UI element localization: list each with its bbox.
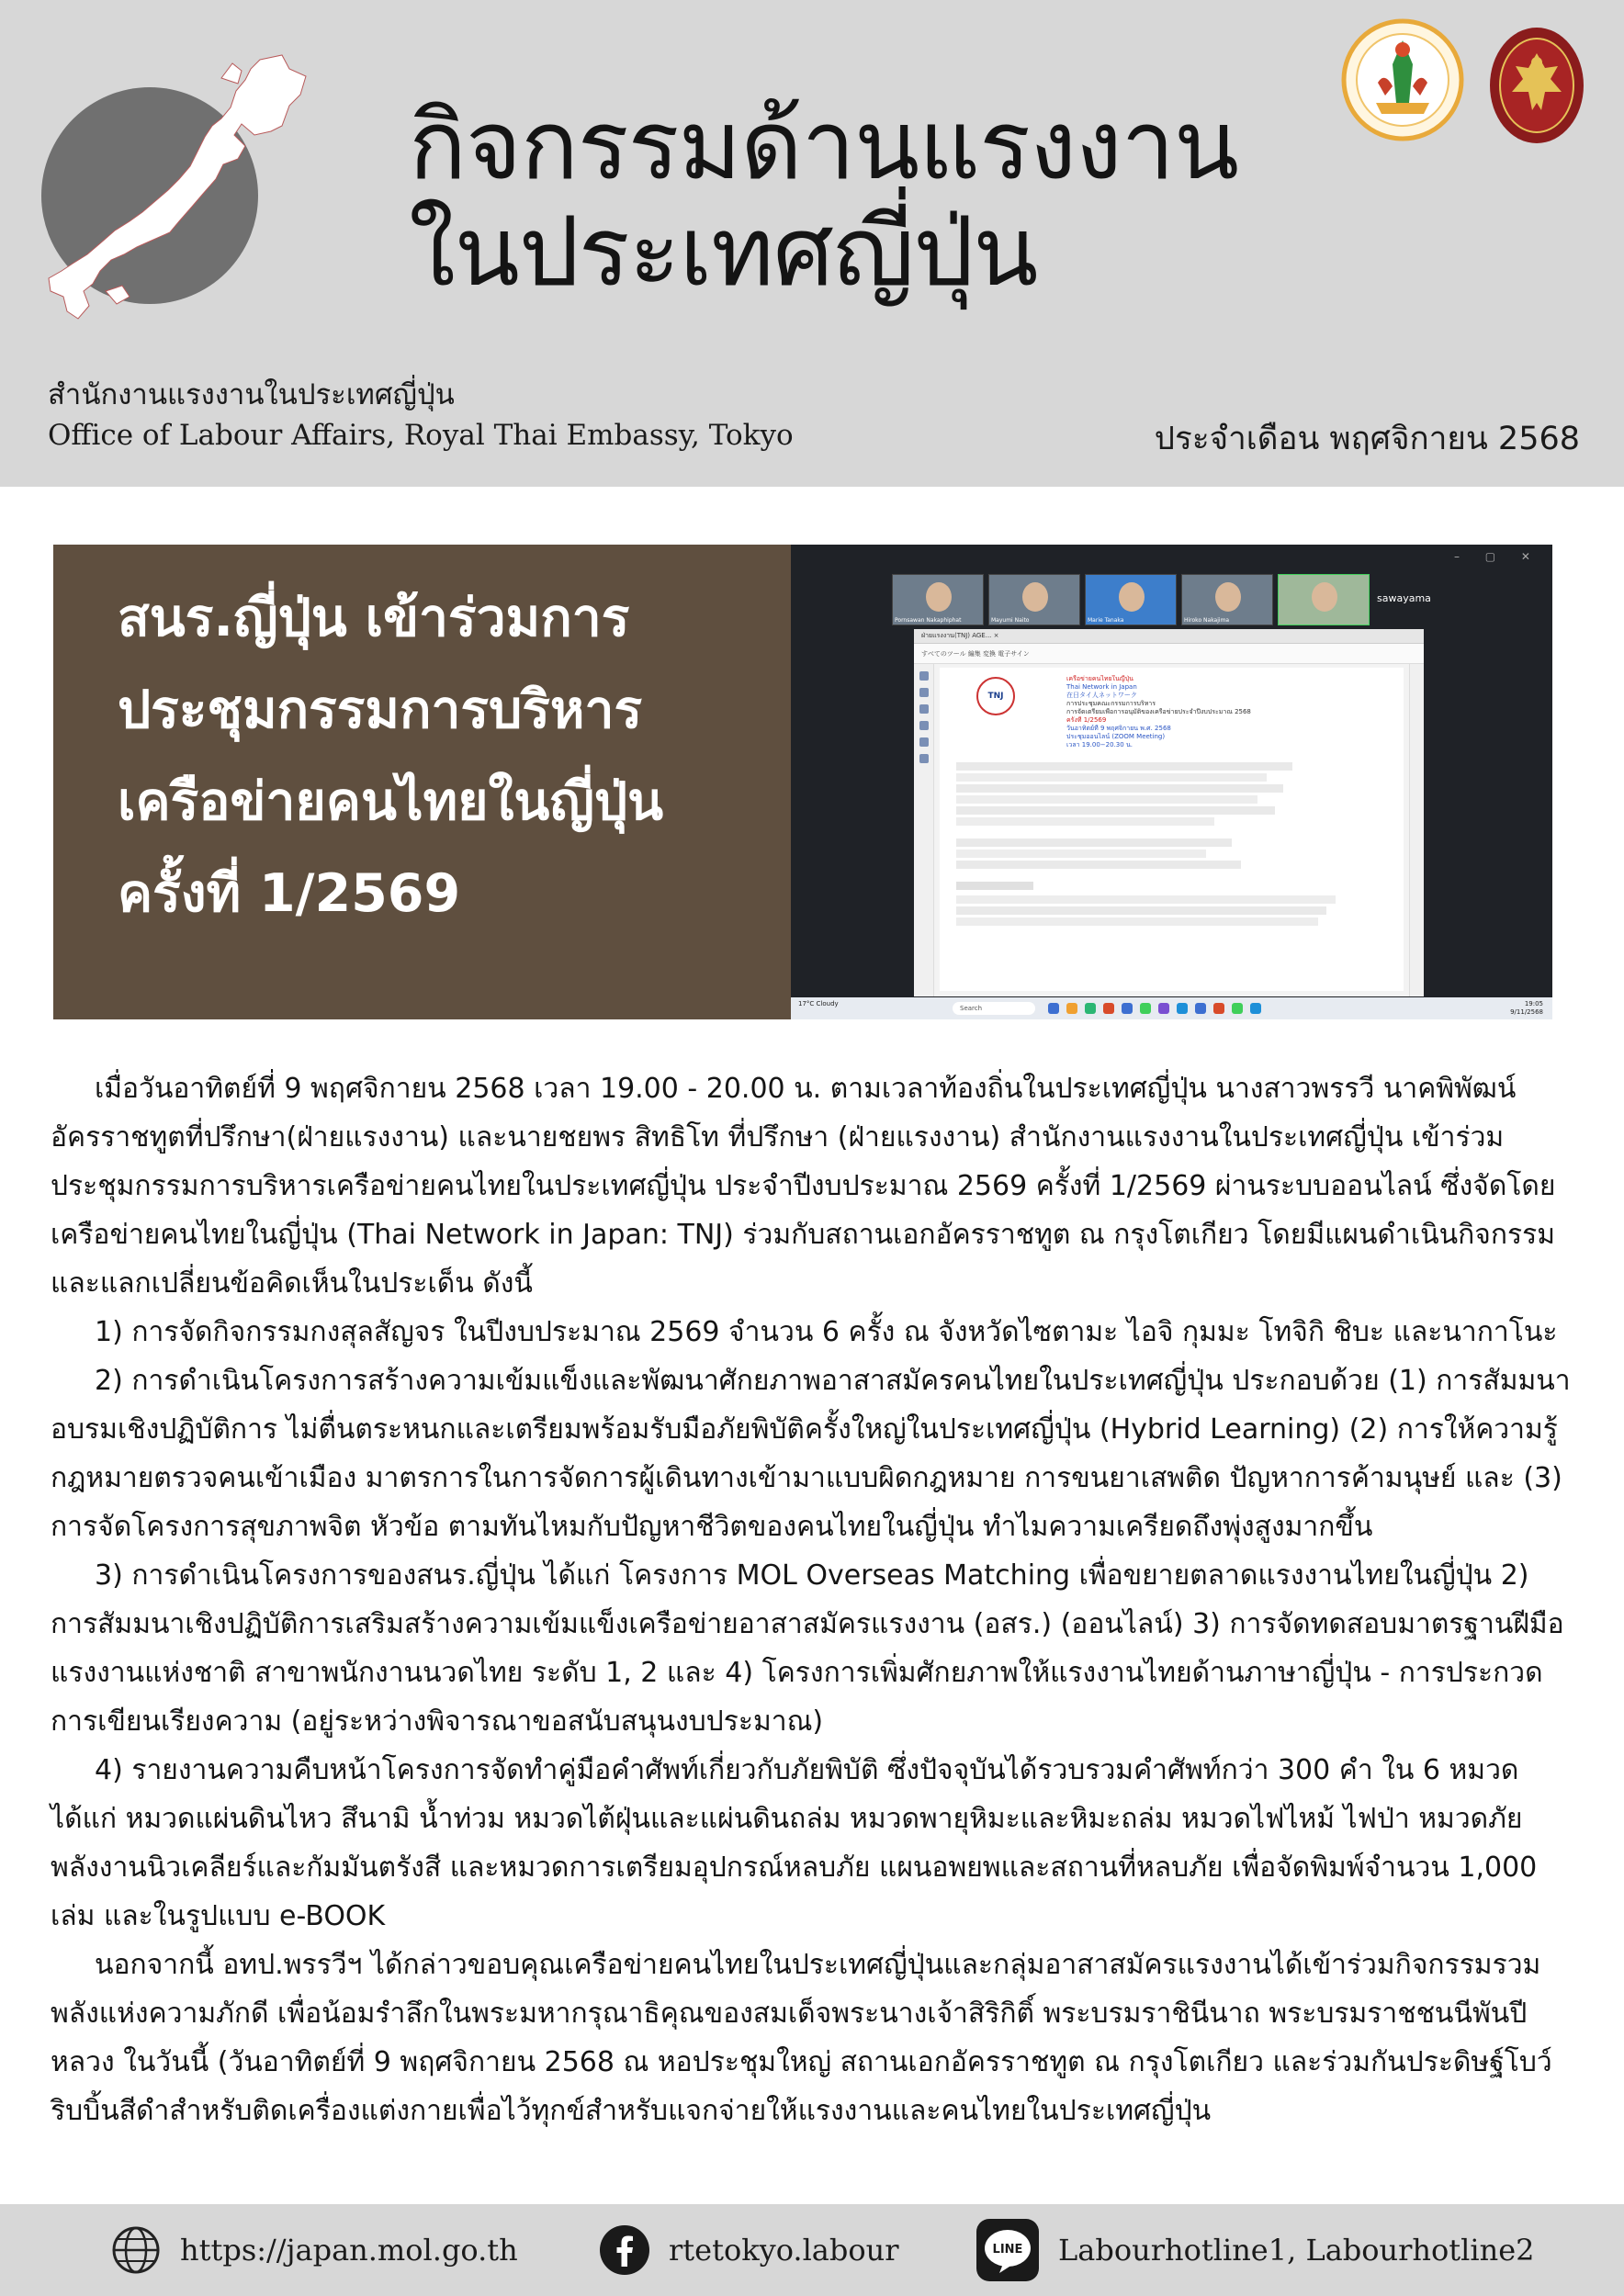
taskbar-search[interactable]: Search (953, 1002, 1035, 1015)
window-controls: – ▢ ✕ (1453, 550, 1541, 563)
tnj-logo: TNJ (976, 677, 1015, 715)
article-paragraph: นอกจากนี้ อทป.พรรวีฯ ได้กล่าวขอบคุณเครือข่ายคนไทยในประเทศญี่ปุ่นและกลุ่มอาสาสมัครแรงงานได้เข้าร่วมกิจกรรมรวมพลังแห่งความภักดี เพื่อน้อมรำลึกในพระมหากรุณาธิคุณของสมเด็จพระนางเจ้าสิริกิติ์ พระบรมราชินีนาถ พระบรมราชชนนีพันปีหลวง ในวันนี้ (วันอาทิตย์ที่ 9 พฤศจิกายน 2568 ณ หอประชุมใหญ่ สถานเอกอัครราชทูต ณ กรุงโตเกียว และร่วมกันประดิษฐ์โบว์ริบบิ้นสีดำสำหรับติดเครื่องแต่งกายเพื่อไว้ทุกข์สำหรับแจกจ่ายให้แรงงานและคนไทยในประเทศญี่ปุ่น (51, 1949, 1552, 2127)
line-ids[interactable]: Labourhotline1, Labourhotline2 (1058, 2233, 1535, 2268)
footer-line[interactable] (976, 2204, 1535, 2296)
page-title (409, 89, 1239, 308)
participant-name: sawayama (1377, 592, 1431, 604)
pdf-toolbar[interactable]: すべてのツール 編集 変換 電子サイン (914, 644, 1424, 664)
issue-month: ประจำเดือน พฤศจิกายน 2568 (1154, 421, 1580, 457)
participant-tile: Hiroko Nakajima (1181, 574, 1273, 625)
header (0, 0, 1624, 487)
line-app-icon (976, 2218, 1040, 2282)
line-icon-text: LINE (992, 2243, 1023, 2257)
feature-headline (118, 572, 761, 940)
article-paragraph: 2) การดำเนินโครงการสร้างความเข้มแข็งและพัฒนาศักยภาพอาสาสมัครคนไทยในประเทศญี่ปุ่น ประกอบด้วย (1) การสัมมนาอบรมเชิงปฏิบัติการ ไม่ตื่นตระหนกและเตรียมพร้อมรับมือภัยพิบัติครั้งใหญ่ในประเทศญี่ปุ่น (Hybrid Learning) (2) การให้ความรู้กฎหมายตรวจคนเข้าเมือง มาตรการในการจัดการผู้เดินทางเข้ามาแบบผิดกฎหมาย การขนยาเสพติด ปัญหาการค้ามนุษย์ และ (3) การจัดโครงการสุขภาพจิต หัวข้อ ตามทันไหมกับปัญหาชีวิตของคนไทยในญี่ปุ่น ทำไมความเครียดถึงพุ่งสูงมากขึ้น (51, 1365, 1571, 1543)
pdf-tool-sidebar (914, 664, 934, 996)
meeting-screenshot (791, 545, 1552, 1019)
article-paragraph: 4) รายงานความคืบหน้าโครงการจัดทำคู่มือคำศัพท์เกี่ยวกับภัยพิบัติ ซึ่งปัจจุบันได้รวบรวมคำศัพท์กว่า 300 คำ ใน 6 หมวด ได้แก่ หมวดแผ่นดินไหว สึนามิ น้ำท่วม หมวดไต้ฝุ่นและแผ่นดินถล่ม หมวดพายุหิมะและหิมะถล่ม หมวดไฟไหม้ ไฟป่า หมวดภัยพลังงานนิวเคลียร์และกัมมันตรังสี และหมวดการเตรียมอุปกรณ์หลบภัย แผนอพยพและสถานที่หลบภัย เพื่อจัดพิมพ์จำนวน 1,000 เล่ม และในรูปแบบ e-BOOK (51, 1754, 1538, 1932)
article-paragraph: เมื่อวันอาทิตย์ที่ 9 พฤศจิกายน 2568 เวลา 19.00 - 20.00 น. ตามเวลาท้องถิ่นในประเทศญี่ปุ่น นางสาวพรรวี นาคพิพัฒน์ อัครราชทูตที่ปรึกษา(ฝ่ายแรงงาน) และนายชยพร สิทธิโท ที่ปรึกษา (ฝ่ายแรงงาน) สำนักงานแรงงานในประเทศญี่ปุ่น เข้าร่วมประชุมกรรมการบริหารเครือข่ายคนไทยในประเทศญี่ปุ่น ประจำปีงบประมาณ 2569 ครั้งที่ 1/2569 ผ่านระบบออนไลน์ ซึ่งจัดโดยเครือข่ายคนไทยในญี่ปุ่น (Thai Network in Japan: TNJ) ร่วมกับสถานเอกอัครราชทูต ณ กรุงโตเกียว โดยมีแผนดำเนินกิจกรรมและแลกเปลี่ยนข้อคิดเห็นในประเด็น ดังนี้ (51, 1073, 1556, 1300)
facebook-icon (599, 2224, 650, 2276)
page-title-line2: ในประเทศญี่ปุ่น (409, 196, 1038, 308)
footer-website[interactable] (110, 2204, 518, 2296)
footer (0, 2204, 1624, 2296)
pdf-viewer-window (914, 629, 1424, 996)
taskbar-app-icons[interactable] (1048, 1003, 1269, 1016)
taskbar-clock[interactable]: 19:05 9/11/2568 (1510, 1000, 1543, 1016)
royal-thai-embassy-seal (1488, 26, 1585, 145)
feature-headline-line: สนร.ญี่ปุ่น เข้าร่วมการ (118, 588, 630, 648)
pdf-right-sidebar (1409, 664, 1424, 996)
participant-tile (1278, 574, 1370, 625)
feature-headline-line: ครั้งที่ 1/2569 (118, 863, 461, 924)
office-name-english: Office of Labour Affairs, Royal Thai Embassy, Tokyo (48, 419, 794, 452)
pdf-page: TNJ เครือข่ายคนไทยในญี่ปุ่น Thai Network in Japan 在日タイ人ネットワーク การประชุมคณะกรรมการบริหาร การจัดเตรียมเพื่อการอนุมัติของเครือข่ายประจำปีงบประมาณ 2568 ครั้งที่ 1/2569 วันอาทิตย์ที่ 9 พฤศจิกายน พ.ศ. 2568 ประชุมออนไลน์ (ZOOM Meeting) เวลา 19.00−20.30 น. (940, 668, 1404, 991)
facebook-handle[interactable]: rtetokyo.labour (669, 2233, 899, 2268)
windows-taskbar (791, 997, 1552, 1019)
website-link[interactable]: https://japan.mol.go.th (180, 2233, 518, 2268)
japan-map-logo (41, 51, 317, 326)
article-body (51, 1064, 1575, 2135)
article-paragraph: 1) การจัดกิจกรรมกงสุลสัญจร ในปีงบประมาณ 2569 จำนวน 6 ครั้ง ณ จังหวัดไซตามะ ไอจิ กุมมะ โทจิกิ ชิบะ และนากาโนะ (95, 1316, 1558, 1348)
ministry-of-labour-seal (1341, 18, 1464, 141)
participant-tile: Marie Tanaka (1085, 574, 1177, 625)
participant-tile: Mayumi Naito (988, 574, 1080, 625)
article-paragraph: 3) การดำเนินโครงการของสนร.ญี่ปุ่น ได้แก่ โครงการ MOL Overseas Matching เพื่อขยายตลาดแรงงานไทยในญี่ปุ่น 2) การสัมมนาเชิงปฏิบัติการเสริมสร้างความเข้มแข็งเครือข่ายอาสาสมัครแรงงาน (อสร.) (ออนไลน์) 3) การจัดทดสอบมาตรฐานฝีมือแรงงานแห่งชาติ สาขาพนักงานนวดไทย ระดับ 1, 2 และ 4) โครงการเพิ่มศักยภาพให้แรงงานไทยด้านภาษาญี่ปุ่น - การประกวดการเขียนเรียงความ (อยู่ระหว่างพิจารณาขอสนับสนุนงบประมาณ) (51, 1559, 1564, 1738)
feature-headline-line: ประชุมกรรมการบริหาร (118, 680, 643, 740)
weather-widget[interactable]: 17°C Cloudy (798, 1000, 839, 1007)
feature-headline-line: เครือข่ายคนไทยในญี่ปุ่น (118, 771, 664, 832)
feature-banner (53, 545, 791, 1019)
footer-facebook[interactable] (599, 2204, 899, 2296)
office-name-thai: สำนักงานแรงงานในประเทศญี่ปุ่น (48, 378, 455, 411)
pdf-tab[interactable]: ฝ่ายแรงงาน(TNJ) AGE... × (914, 629, 1424, 644)
participant-tile: Pornsawan Nakaphiphat (892, 574, 984, 625)
page-title-line1: กิจกรรมด้านแรงงาน (409, 89, 1239, 201)
globe-icon (110, 2224, 162, 2276)
